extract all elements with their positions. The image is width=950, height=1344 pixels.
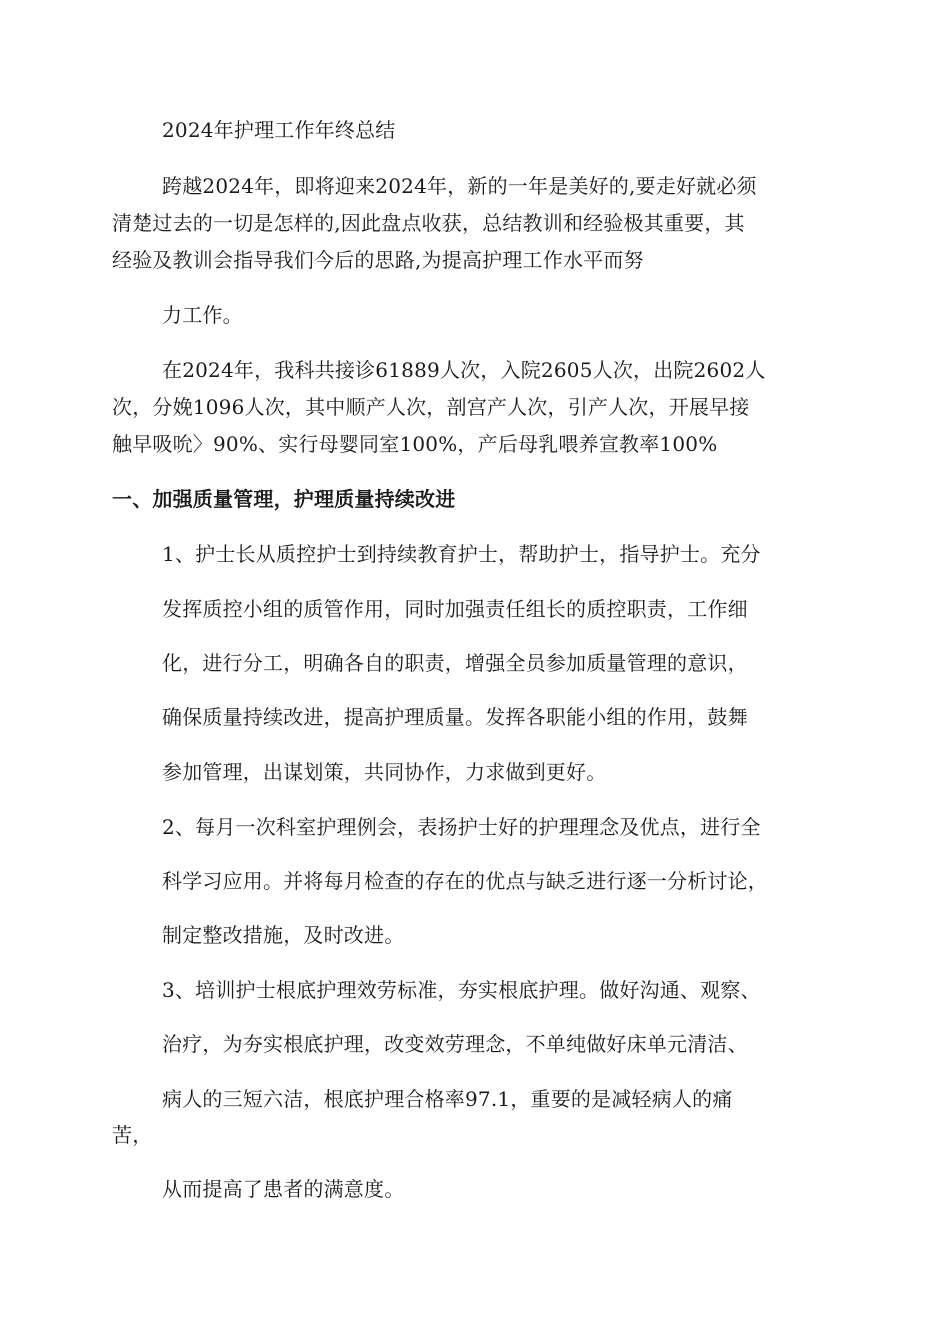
item1-line-1: 1、护士长从质控护士到持续教育护士，帮助护士，指导护士。充分: [162, 542, 761, 566]
section-heading: 一、加强质量管理，护理质量持续改进: [112, 487, 456, 511]
item3-line-5: 从而提高了患者的满意度。: [162, 1177, 405, 1201]
item2-line-3: 制定整改措施，及时改进。: [162, 923, 405, 947]
intro-line-2: 清楚过去的一切是怎样的,因此盘点收获，总结教训和经验极其重要，其: [112, 211, 745, 235]
item1-line-2: 发挥质控小组的质管作用，同时加强责任组长的质控职责，工作细: [162, 597, 748, 621]
intro-line-4: 力工作。: [162, 303, 243, 327]
item3-line-3: 病人的三短六洁，根底护理合格率97.1，重要的是减轻病人的痛: [162, 1087, 733, 1111]
intro-line-3: 经验及教训会指导我们今后的思路,为提高护理工作水平而努: [112, 248, 644, 272]
document-title: 2024年护理工作年终总结: [162, 118, 396, 142]
item1-line-5: 参加管理，出谋划策，共同协作，力求做到更好。: [162, 760, 607, 784]
stats-line-3: 触早吸吮〉90%、实行母婴同室100%，产后母乳喂养宣教率100%: [112, 432, 718, 456]
item1-line-3: 化，进行分工，明确各自的职责，增强全员参加质量管理的意识，: [162, 651, 748, 675]
stats-line-2: 次，分娩1096人次，其中顺产人次，剖宫产人次，引产人次，开展早接: [112, 395, 750, 419]
item3-line-4: 苦，: [112, 1123, 153, 1147]
intro-line-1: 跨越2024年，即将迎来2024年，新的一年是美好的,要走好就必须: [162, 174, 757, 198]
item2-line-2: 科学习应用。并将每月检查的存在的优点与缺乏进行逐一分析讨论，: [162, 869, 768, 893]
item3-line-1: 3、培训护士根底护理效劳标准，夯实根底护理。做好沟通、观察、: [162, 978, 761, 1002]
item3-line-2: 治疗，为夯实根底护理，改变效劳理念，不单纯做好床单元清洁、: [162, 1032, 748, 1056]
stats-line-1: 在2024年，我科共接诊61889人次，入院2605人次，出院2602人: [162, 358, 766, 382]
item1-line-4: 确保质量持续改进，提高护理质量。发挥各职能小组的作用，鼓舞: [162, 705, 748, 729]
item2-line-1: 2、每月一次科室护理例会，表扬护士好的护理理念及优点，进行全: [162, 815, 761, 839]
